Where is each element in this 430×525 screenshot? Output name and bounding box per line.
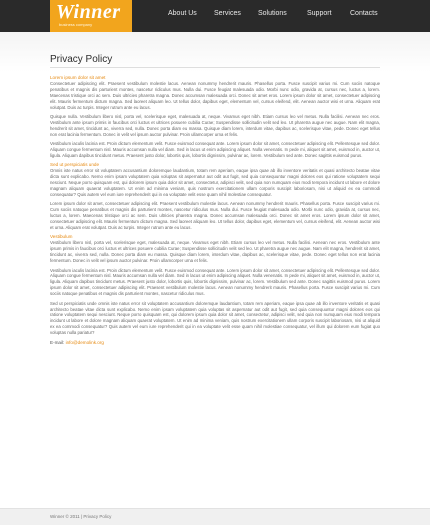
email-label: E-mail: <box>50 340 65 346</box>
policy-content <box>50 75 380 346</box>
logo[interactable] <box>50 0 132 32</box>
policy-paragraph: Vestibulum iaculis lacinia est. Proin dictum elementum velit. Fusce euismod consequat ante. Lorem ipsum dolor sit amet, consectetuer adipiscing elit. Pellentesque sed dolor. Aliquam congue fermentum nisl. Mauris accumsan nulla vel diam. Sed in lacus ut enim adipiscing aliquet. Nulla venenatis. In pede mi, aliquet sit amet, euismod in, auctor ut, ligula. Aliquam dapibus tincidunt metus. Praesent justo dolor, lobortis quis, lobortis dignissim, pulvinar ac, lorem. Vestibulum sed ante. Donec sagittis euismod purus. Lorem ipsum dolor sit amet, consectetuer adipiscing elit. Praesent vestibulum molestie lacus. Aenean nonummy hendrerit mauris. Phasellus porta. Fusce suscipit varius mi. Cum sociis natoque penatibus et magnis dis parturient montes, nascetur ridiculus mus. <box>50 267 380 297</box>
policy-paragraph: Vestibulum iaculis lacinia est. Proin dictum elementum velit. Fusce euismod consequat ante. Lorem ipsum dolor sit amet, consectetuer adipiscing elit. Pellentesque sed dolor. Aliquam congue fermentum nisl. Mauris accumsan nulla vel diam. Sed in lacus ut enim adipiscing aliquet. Nulla venenatis. In pede mi, aliquet sit amet, euismod in, auctor ut, ligula. Aliquam dapibus tincidunt metus. Praesent justo dolor, lobortis quis, lobortis dignissim, pulvinar ac, lorem. Vestibulum sed ante. Donec sagittis euismod purus. <box>50 141 380 158</box>
contact-email-row <box>50 340 380 346</box>
nav-services[interactable]: Services <box>214 10 241 17</box>
top-navigation-bar <box>0 0 430 32</box>
section-heading: Sed ut perspiciatis unde <box>50 162 100 168</box>
section-heading: Vestibulum <box>50 234 73 240</box>
email-link[interactable]: info@demolink.org <box>65 340 104 346</box>
nav-solutions[interactable]: Solutions <box>258 10 287 17</box>
footer <box>0 508 430 525</box>
policy-paragraph: Quisque nulla. Vestibulum libero nisl, porta vel, scelerisque eget, malesuada at, neque. Vivamus eget nibh. Etiam cursus leo vel metus. Nulla facilisi. Aenean nec eros. Vestibulum ante ipsum primis in faucibus orci luctus et ultrices posuere cubilia Curae; Suspendisse sollicitudin velit sed leo. Ut pharetra augue nec augue. Nam elit magna, hendrerit sit amet, tincidunt ac, viverra sed, nulla. Donec porta diam eu massa. Quisque diam lorem, interdum vitae, dapibus ac, scelerisque vitae, pede. Donec eget tellus non erat lacinia fermentum. Donec in velit vel ipsum auctor pulvinar. Proin ullamcorper urna et felis. <box>50 114 380 137</box>
nav-contacts[interactable]: Contacts <box>350 10 378 17</box>
header-gradient-band <box>0 32 430 72</box>
policy-paragraph: Lorem ipsum dolor sit amet, consectetuer adipiscing elit. Praesent vestibulum molestie lacus. Aenean nonummy hendrerit mauris. Phasellus porta. Fusce suscipit varius mi. Cum sociis natoque penatibus et magnis dis parturient montes, nascetur ridiculus mus. Nulla dui. Fusce feugiat malesuada odio. Morbi nunc odio, gravida at, cursus nec, luctus a, lorem. Maecenas tristique orci ac sem. Duis ultricies pharetra magna. Donec accumsan malesuada orci. Donec sit amet eros. Lorem ipsum dolor sit amet, consectetuer adipiscing elit. Mauris fermentum dictum magna. Sed laoreet aliquam leo. Ut tellus dolor, dapibus eget, elementum vel, cursus eleifend, elit. Aenean auctor wisi et urna. Aliquam erat volutpat. Duis ac turpis. Integer rutrum ante eu lacus. <box>50 201 380 231</box>
nav-support[interactable]: Support <box>307 10 332 17</box>
policy-paragraph: Omnis iste natus error sit voluptatem accusantium doloremque laudantium, totam rem aperiam, eaque ipsa quae ab illo inventore veritatis et quasi architecto beatae vitae dicta sunt explicabo. Nemo enim ipsam voluptatem quia voluptas sit aspernatur aut odit aut fugit, sed quia consequuntur magni dolores eos qui ratione voluptatem sequi nesciunt. Neque porro quisquam est, qui dolorem ipsum quia dolor sit amet, consectetur, adipisci velit, sed quia non numquam eius modi tempora incidunt ut labore et dolore magnam aliquam quaerat voluptatem. Ut enim ad minima veniam, quis nostrum exercitationem ullam corporis suscipit laboriosam, nisi ut aliquid ex ea commodi consequatur? Quis autem vel eum iure reprehenderit qui in ea voluptate velit esse quam nihil molestiae consequatur. <box>50 168 380 197</box>
page-title: Privacy Policy <box>50 54 113 65</box>
title-divider <box>50 67 380 68</box>
policy-paragraph: Sed ut perspiciatis unde omnis iste natus error sit voluptatem accusantium doloremque laudantium, totam rem aperiam, eaque ipsa quae ab illo inventore veritatis et quasi architecto beatae vitae dicta sunt explicabo. Nemo enim ipsam voluptatem quia voluptas sit aspernatur aut odit aut fugit, sed quia consequuntur magni dolores eos qui ratione voluptatem sequi nesciunt. Neque porro quisquam est, qui dolorem ipsum quia dolor sit amet, consectetur, adipisci velit, sed quia non numquam eius modi tempora incidunt ut labore et dolore magnam aliquam quaerat voluptatem. Ut enim ad minima veniam, quis nostrum exercitationem ullam corporis suscipit laboriosam, nisi ut aliquid ex ea commodi consequatur? Quis autem vel eum iure reprehenderit qui in ea voluptate velit esse quam nihil molestiae consequatur, vel illum qui dolorem eum fugiat quo voluptas nulla pariatur? <box>50 300 380 336</box>
logo-title: Winner <box>56 1 121 23</box>
policy-paragraph: Consectetuer adipiscing elit. Praesent vestibulum molestie lacus. Aenean nonummy hendrerit mauris. Phasellus porta. Fusce suscipit varius mi. Cum sociis natoque penatibus et magnis dis parturient montes, nascetur ridiculus mus. Nulla dui. Fusce feugiat malesuada odio. Morbi nunc odio, gravida at, cursus nec, luctus a, lorem. Maecenas tristique orci ac sem. Duis ultricies pharetra magna. Donec accumsan malesuada orci. Donec sit amet eros. Lorem ipsum dolor sit amet, consectetuer adipiscing elit. Mauris fermentum dictum magna. Sed laoreet aliquam leo. Ut tellus dolor, dapibus eget, elementum vel, cursus eleifend, elit. Aenean auctor wisi et urna. Aliquam erat volutpat. Duis ac turpis. Integer rutrum ante eu lacus. <box>50 81 380 110</box>
section-heading: Lorem ipsum dolor sit amet <box>50 75 106 80</box>
footer-text: Winner © 2011 | Privacy Policy <box>50 514 112 519</box>
policy-paragraph: Vestibulum libero nisl, porta vel, scelerisque eget, malesuada at, neque. Vivamus eget nibh. Etiam cursus leo vel metus. Nulla facilisi. Aenean nec eros. Vestibulum ante ipsum primis in faucibus orci luctus et ultrices posuere cubilia Curae; Suspendisse sollicitudin velit sed leo. Ut pharetra augue nec augue. Nam elit magna, hendrerit sit amet, tincidunt ac, viverra sed, nulla. Donec porta diam eu massa. Quisque diam lorem, interdum vitae, dapibus ac, scelerisque vitae, pede. Donec eget tellus non erat lacinia fermentum. Donec in velit vel ipsum auctor pulvinar. Proin ullamcorper urna et felis. <box>50 240 380 264</box>
nav-about-us[interactable]: About Us <box>168 10 197 17</box>
logo-subtitle: business company <box>59 22 93 27</box>
